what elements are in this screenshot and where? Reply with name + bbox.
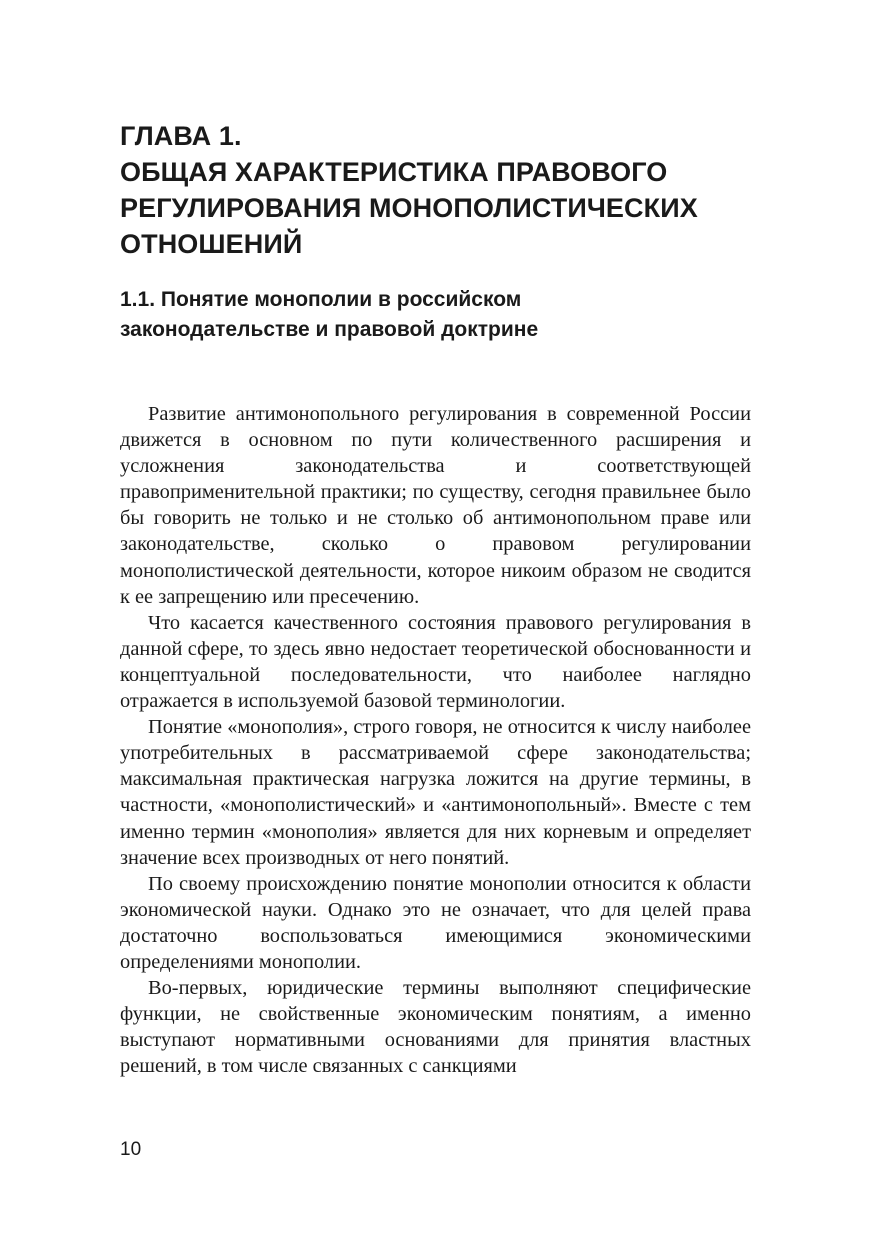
chapter-title bbox=[120, 118, 820, 262]
chapter-title-line: ГЛАВА 1. bbox=[120, 121, 242, 151]
body-text bbox=[120, 401, 751, 1079]
page-number: 10 bbox=[120, 1139, 142, 1160]
paragraph: Понятие «монополия», строго говоря, не относится к числу наиболее употребительных в рассматриваемой сфере законодательства; максимальная практическая нагрузка ложится на другие термины, в частности, «монополистический» и «антимонопольный». Вместе с тем именно термин «монополия» является для них корневым и определяет значение всех производных от него понятий. bbox=[120, 716, 751, 869]
section-title-line: 1.1. Понятие монополии в российском bbox=[120, 288, 522, 311]
paragraph: Развитие антимонопольного регулирования в современной России движется в основном по пути количественного расширения и усложнения законодательства и соответствующей правоприменительной практики; по существу, сегодня правильнее было бы говорить не только и не столько об антимонопольном праве или законодательстве, сколько о правовом регулировании монополистической деятельности, которое никоим образом не сводится к ее запрещению или пресечению. bbox=[120, 403, 751, 608]
paragraph: Что касается качественного состояния правового регулирования в данной сфере, то здесь явно недостает теоретической обоснованности и концептуальной последовательности, что наиболее наглядно отражается в используемой базовой терминологии. bbox=[120, 611, 751, 713]
chapter-title-line: РЕГУЛИРОВАНИЯ МОНОПОЛИСТИЧЕСКИХ bbox=[120, 193, 698, 223]
section-title bbox=[120, 285, 820, 345]
paragraph: По своему происхождению понятие монополии относится к области экономической науки. Однако это не означает, что для целей права достаточно воспользоваться имеющимися экономическими определениями монополии. bbox=[120, 872, 751, 973]
section-title-line: законодательстве и правовой доктрине bbox=[120, 318, 539, 341]
chapter-title-line: ОБЩАЯ ХАРАКТЕРИСТИКА ПРАВОВОГО bbox=[120, 157, 668, 187]
chapter-title-line: ОТНОШЕНИЙ bbox=[120, 229, 303, 259]
paragraph: Во-первых, юридические термины выполняют специфические функции, не свойственные экономическим понятиям, а именно выступают нормативными основаниями для принятия властных решений, в том числе связанных с санкциями bbox=[120, 977, 751, 1078]
